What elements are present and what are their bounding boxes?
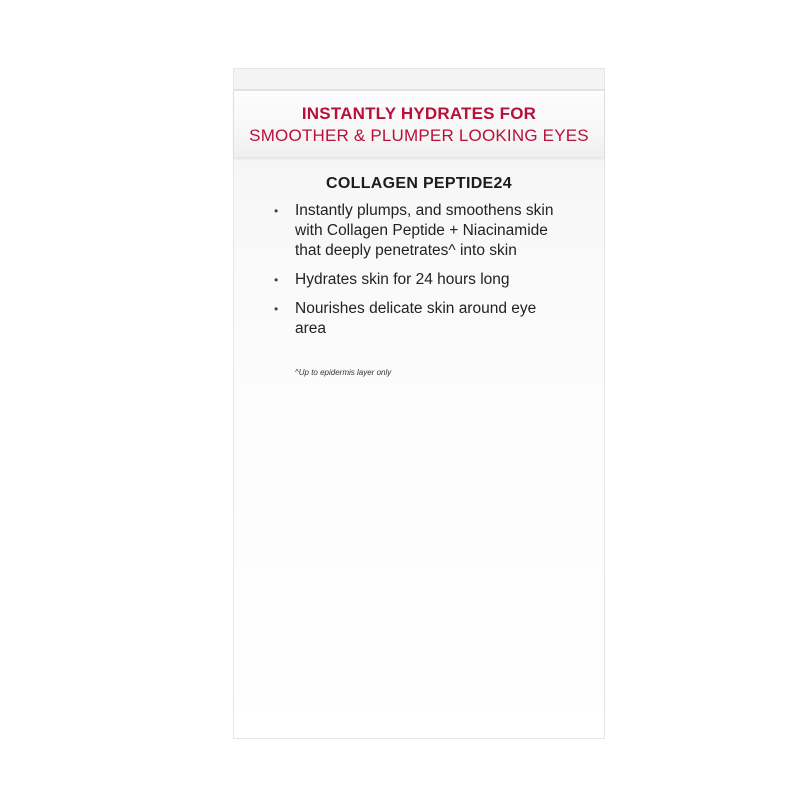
bullet-icon: •	[274, 273, 279, 287]
list-item	[274, 270, 554, 290]
headline-line-2: SMOOTHER & PLUMPER LOOKING EYES	[249, 126, 589, 145]
benefit-text: Hydrates skin for 24 hours long	[295, 271, 510, 288]
list-item	[274, 201, 554, 261]
benefit-text: Instantly plumps, and smoothens skin with Collagen Peptide + Niacinamide that deeply penetrates^ into skin	[295, 202, 554, 259]
bullet-icon: •	[274, 204, 279, 218]
headline-line-1: INSTANTLY HYDRATES FOR	[301, 104, 537, 123]
bullet-icon: •	[274, 302, 279, 316]
benefit-text: Nourishes delicate skin around eye area	[295, 300, 537, 337]
section-heading: COLLAGEN PEPTIDE24	[326, 175, 512, 192]
headline-banner	[234, 89, 604, 157]
footnote: ^Up to epidermis layer only	[295, 368, 392, 377]
list-item	[274, 299, 554, 339]
benefit-list	[274, 201, 554, 348]
product-info-card	[233, 68, 605, 739]
